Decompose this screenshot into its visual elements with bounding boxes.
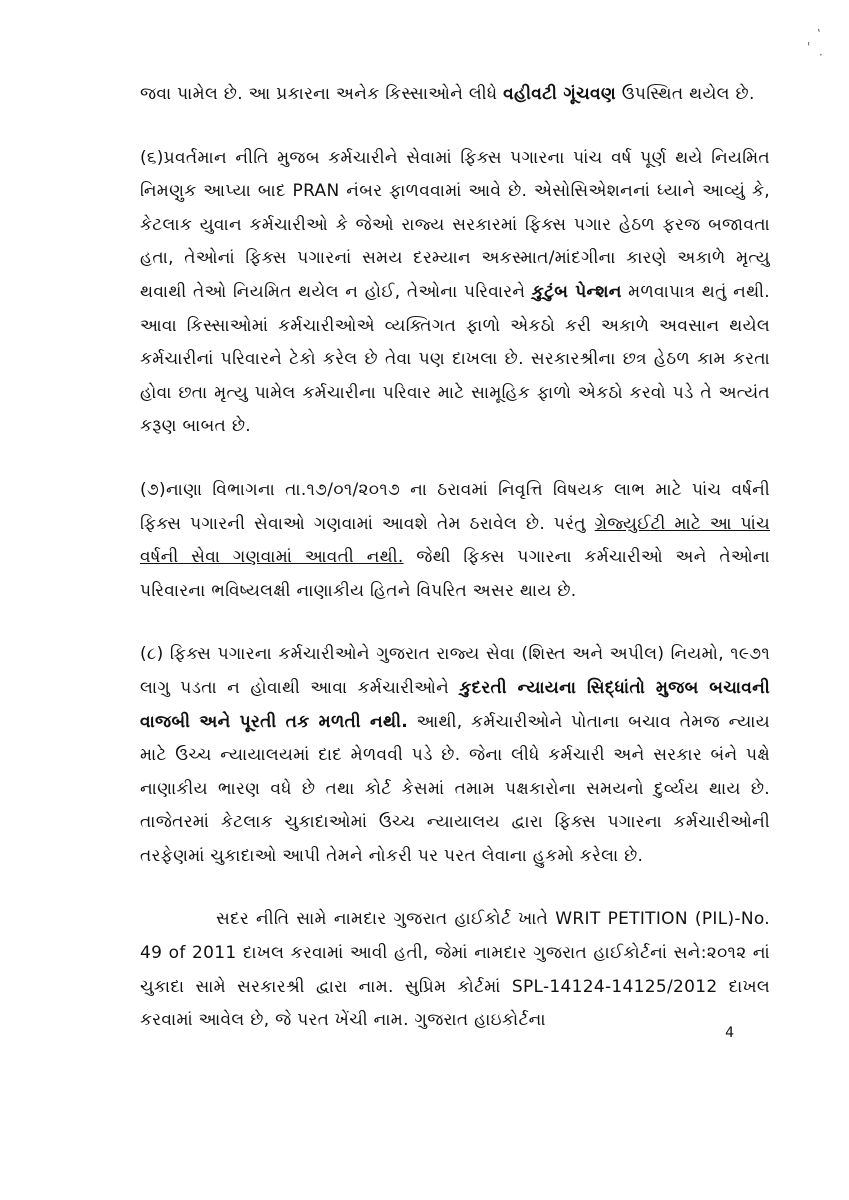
paragraph-7	[140, 474, 770, 608]
paragraph-text: (૬)પ્રવર્તમાન નીતિ મુજબ કર્મચારીને સેવામાં ફિક્સ પગારના પાંચ વર્ષ પૂર્ણ થયે નિયમિત નિમણુક આપ્યા બાદ PRAN નંબર ફાળવવામાં આવે છે. એસોસિએશનનાં ધ્યાને આવ્યું કે, કેટલાક યુવાન કર્મચારીઓ કે જેઓ રાજ્ય સરકારમાં ફિક્સ પગાર હેઠળ ફરજ બજાવતા હતા, તેઓનાં ફિક્સ પગારનાં સમય દરમ્યાન અકસ્માત/માંદગીના કારણે અકાળે મૃત્યુ થવાથી તેઓ નિયમિત થયેલ ન હોઈ, તેઓના પરિવારને	[140, 147, 770, 302]
paragraph-text: ઉપસ્થિત થયેલ છે.	[616, 84, 755, 104]
paragraph-text: જેથી ફિક્સ પગારના કર્મચારીઓ અને તેઓના પરિવારના ભવિષ્યલક્ષી નાણાકીય હિતને વિપરિત અસર થાય છે.	[140, 547, 770, 601]
paragraph-continuation	[140, 78, 770, 112]
document-body	[140, 78, 770, 1068]
paragraph-text: મળવાપાત્ર થતું નથી. આવા કિસ્સાઓમાં કર્મચારીઓએ વ્યક્તિગત ફાળો એકઠો કરી અકાળે અવસાન થયેલ કર્મચારીનાં પરિવારને ટેકો કરેલ છે તેવા પણ દાખલા છે. સરકારશ્રીના છત્ર હેઠળ કામ કરતા હોવા છતા મૃત્યુ પામેલ કર્મચારીના પરિવાર માટે સામૂહિક ફાળો એકઠો કરવો પડે તે અત્યંત કરૂણ બાબત છે.	[140, 281, 771, 437]
paragraph-writ-petition	[140, 903, 770, 1037]
paragraph-6	[140, 142, 770, 444]
page-number: 4	[725, 1025, 734, 1041]
paragraph-text: (૮) ફિક્સ પગારના કર્મચારીઓને ગુજરાત રાજ્ય સેવા (શિસ્ત અને અપીલ) નિયમો, ૧૯૭૧ લાગુ પડતા ન હોવાથી આવા કર્મચારીઓને	[140, 644, 770, 698]
paragraph-bold-text: કુદરતી ન્યાયના સિદ્ધાંતો મુજબ બચાવની વાજબી અને પૂરતી તક મળતી નથી.	[140, 677, 770, 732]
paragraph-text: આથી, કર્મચારીઓને પોતાના બચાવ તેમજ ન્યાય માટે ઉચ્ચ ન્યાયાલયમાં દાદ મેળવવી પડે છે. જેના લીધે કર્મચારી અને સરકાર બંને પક્ષે નાણાકીય ભારણ વધે છે તથા કોર્ટ કેસમાં તમામ પક્ષકારોના સમયનો દુર્વ્યય થાય છે. તાજેતરમાં કેટલાક ચુકાદાઓમાં ઉચ્ચ ન્યાયાલય દ્વારા ફિક્સ પગારના કર્મચારીઓની તરફેણમાં ચુકાદાઓ આપી તેમને નોકરી પર પરત લેવાના હુકમો કરેલા છે.	[140, 711, 770, 866]
scan-marks: ‚ ' ·	[807, 19, 823, 62]
paragraph-text: સદર નીતિ સામે નામદાર ગુજરાત હાઈકોર્ટ ખાતે WRIT PETITION (PIL)-No. 49 of 2011 દાખલ કરવામાં આવી હતી, જેમાં નામદાર ગુજરાત હાઈકોર્ટનાં સને:૨૦૧૨ નાં ચુકાદા સામે સરકારશ્રી દ્વારા નામ. સુપ્રિમ કોર્ટમાં SPL-14124-14125/2012 દાખલ કરવામાં આવેલ છે, જે પરત ખેંચી નામ. ગુજરાત હાઇકોર્ટના	[140, 909, 770, 1031]
paragraph-underlined-text: ગ્રેજ્યુઈટી માટે આ પાંચ વર્ષની સેવા ગણવામાં આવતી નથી.	[140, 513, 770, 568]
paragraph-text: (૭)નાણા વિભાગના તા.૧૭/૦૧/૨૦૧૭ ના ઠરાવમાં નિવૃત્તિ વિષયક લાભ માટે પાંચ વર્ષની ફિક્સ પગારની સેવાઓ ગણવામાં આવશે તેમ ઠરાવેલ છે. પરંતુ	[140, 479, 770, 534]
paragraph-text: જવા પામેલ છે. આ પ્રકારના અનેક કિસ્સાઓને લીધે	[140, 84, 504, 104]
paragraph-bold-text: વહીવટી ગૂંચવણ	[503, 84, 617, 104]
paragraph-8	[140, 638, 770, 873]
paragraph-bold-text: કુટુંબ પેન્શન	[531, 281, 622, 302]
